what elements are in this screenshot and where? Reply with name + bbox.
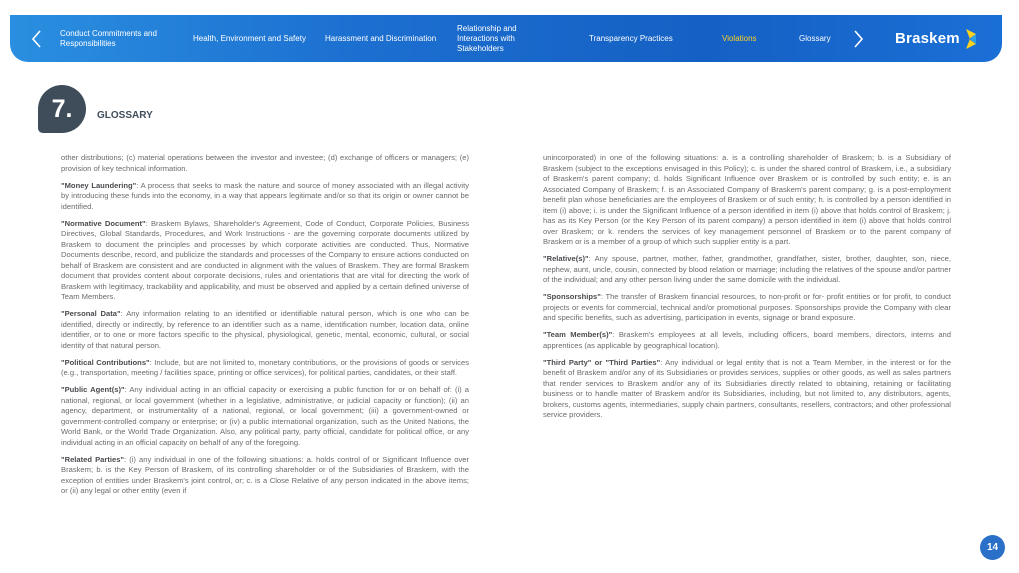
nav-item-glossary[interactable]: Glossary (799, 33, 831, 43)
nav-item-relationship-stakeholders[interactable]: Relationship and Interactions with Stakeholders (457, 23, 517, 53)
nav-item-harassment-discrimination[interactable]: Harassment and Discrimination (325, 33, 437, 43)
glossary-paragraph: other distributions; (c) material operations between the investor and investee; (d) exchange of officers or managers; (e) provision of key technical information. (61, 153, 469, 173)
section-title: GLOSSARY (97, 110, 153, 121)
next-arrow-icon[interactable] (843, 24, 873, 54)
nav-item-health-environment-safety[interactable]: Health, Environment and Safety (193, 33, 306, 43)
left-text-column (61, 153, 469, 503)
glossary-paragraph: "Public Agent(s)": Any individual acting in an official capacity or exercising a public function for or on behalf of: (i) a national, regional, or local government (whether in a legislative, administrative, or judicial capacity or function); (ii) an agency, department, or instrumentality of a national, regional, or local government; (iii) a government-owned or government-controlled company or enterprise; or (iv) a public international organization, such as the United Nations, the World Bank, or the World Trade Organization. Also, any political party, party official, candidate for political office, or any individual acting in an official capacity on behalf of any of the foregoing. (61, 385, 469, 447)
glossary-paragraph: "Political Contributions": Include, but are not limited to, monetary contributions, or the provisions of goods or services (e.g., transportation, meeting / facilities space, printing or office services), for political parties, candidates, or their staff. (61, 357, 469, 377)
glossary-paragraph: unincorporated) in one of the following situations: a. is a controlling shareholder of Braskem; b. is a Subsidiary of Braskem (subject to the exceptions envisaged in this Policy); c. is under the shared control of Braskem, i.e., a subsidiary of Braskem's parent company; d. holds Significant Influence over Braskem or is controlled by such entity; e. is an Associated Company of Braskem; f. is an Associated Company of Braskem's parent company; g. is a post-employment benefit plan whose beneficiaries are the employees of Braskem or of such entity; h. is controlled by a person identified in item (i) above; i. is under the Significant Influence of a person identified in item (i) above that holds control of Braskem; j. has as its Key Person (or the Key Person of its parent company) a person identified in item (i) above that holds control over Braskem; or k. renders the services of key management personnel of Braskem or to the parent company of Braskem or is a member of a group of which such supplier entity is a part. (543, 153, 951, 246)
glossary-paragraph: "Normative Document": Braskem Bylaws, Shareholder's Agreement, Code of Conduct, Corporate Policies, Business Directives, Global Standards, Procedures, and Work Instructions - are the governing corporate documents utilized by Braskem to document the principles and processes by which corporate activities are conducted. Thus, Normative Documents describe, record, and publicize the standards and processes of the Company to ensure actions conducted on behalf of Braskem are consistent and are conducted in alignment with the values of Braskem. They are formal Braskem document that provides content about corporate decisions, rules and orientations that are vital for directing the work of Braskem with legitimacy, trackability and applicability, and must be observed and applied by a certain defined universe of Team Members. (61, 218, 470, 301)
brand-name: Braskem (895, 30, 960, 47)
page-number-badge (980, 535, 1005, 560)
section-number-badge (38, 85, 86, 133)
nav-item-conduct-commitments[interactable]: Conduct Commitments and Responsibilities (60, 28, 157, 48)
previous-arrow-icon[interactable] (22, 24, 52, 54)
braskem-logo[interactable] (895, 28, 978, 50)
brand-mark-icon (964, 28, 978, 50)
glossary-paragraph: "Sponsorships": The transfer of Braskem financial resources, to non-profit or for- profit entities or for profit, to conduct projects or events for commercial, technical and/or promotional purposes. Sponsorships provide the Company with clear and specific benefits, such as advertising, participation in events, signage or brand exposure. (543, 292, 951, 322)
right-text-column (543, 153, 951, 427)
page-number: 14 (986, 542, 999, 553)
section-number: 7. (51, 94, 73, 123)
glossary-paragraph: "Team Member(s)": Braskem's employees at all levels, including officers, board members, directors, interns and apprentices (as applicable by geographical location). (543, 330, 952, 350)
glossary-paragraph: "Personal Data": Any information relating to an identified or identifiable natural person, which is one who can be identified, directly or indirectly, by reference to an identifier such as a name, identification number, location data, online identifier, or to one or more factors specific to the physical, physiological, genetic, mental, economic, cultural, or social identity of that natural person. (61, 309, 469, 350)
nav-item-violations[interactable]: Violations (722, 33, 757, 43)
nav-items (60, 15, 839, 62)
glossary-paragraph: "Related Parties": (i) any individual in one of the following situations: a. holds control of or Significant Influence over Braskem; b. is the Key Person of Braskem, of its controlling shareholder or of the Subsidiaries of Braskem, with the exception of entities under Braskem's joint control, or; c. is a Close Relative of any person indicated in the above items; or (ii) any legal or other entity (even if (61, 454, 470, 495)
glossary-paragraph: "Money Laundering": A process that seeks to mask the nature and source of money associated with an illegal activity by introducing these funds into the economy, in a way that appears legitimate and/or so that its origin or owner cannot be identified. (61, 180, 470, 211)
glossary-paragraph: "Relative(s)": Any spouse, partner, mother, father, grandmother, grandfather, sister, brother, daughter, son, niece, nephew, aunt, uncle, cousin, connected by blood relation or marriage; including the relatives of the spouse and/or partner of the individual; and any other person living under the same domicile with the individual. (543, 254, 951, 284)
glossary-paragraph: "Third Party" or "Third Parties": Any individual or legal entity that is not a Team Member, in the interest or for the benefit of Braskem and/or any of its Subsidiaries or provides services, supplies or other goods, as well as sales partners that render services to Braskem and/or any of its Subsidiaries directly related to obtaining, retaining or facilitating business or to handle matter of Braskem and/or its Subsidiaries, including, but not limited to, any distributors, agents, brokers, customs agents, intermediaries, supply chain partners, consultants, resellers, contractors; and other professional service providers. (543, 357, 951, 419)
top-navigation-bar (10, 15, 1002, 62)
nav-item-transparency-practices[interactable]: Transparency Practices (589, 33, 673, 43)
